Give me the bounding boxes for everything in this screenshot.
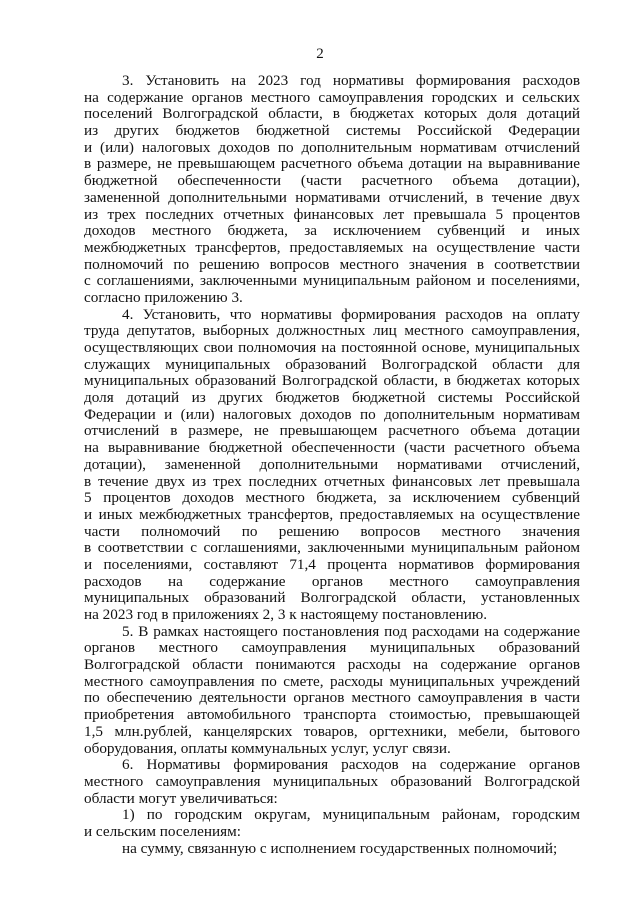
text-line: замененной дополнительными нормативами отчислений, в течение двух [84, 188, 580, 206]
text-line: местного самоуправления муниципальных образований Волгоградской [84, 772, 580, 790]
text-line: с соглашениями, заключенными муниципальным районом и поселениями, [84, 272, 580, 290]
text-line: и сельским поселениям: [84, 822, 241, 840]
text-line: и (или) налоговых доходов по дополнительным нормативам отчислений [84, 138, 580, 156]
text-line: бюджетной обеспеченности (части расчетного объема дотации), [84, 172, 580, 190]
text-line: расходов на содержание органов местного самоуправления [84, 572, 580, 590]
text-line: труда депутатов, выборных должностных лиц местного самоуправления, [84, 322, 580, 340]
text-line: органов местного самоуправления муниципальных образований [84, 639, 580, 657]
text-line: оборудования, оплаты коммунальных услуг, услуг связи. [84, 739, 451, 757]
text-line: Федерации и (или) налоговых доходов по дополнительным нормативам [84, 405, 580, 423]
text-line: 5. В рамках настоящего постановления под расходами на содержание [122, 622, 580, 640]
text-line: муниципальных образований Волгоградской области, в бюджетах которых [84, 372, 580, 390]
text-line: полномочий по решению вопросов местного значения в соответствии [84, 255, 580, 273]
text-line: по обеспечению деятельности органов местного самоуправления в части [84, 689, 580, 707]
text-line: поселений Волгоградской области, в бюджетах которых доля дотаций [84, 105, 580, 123]
text-line: и поселениями, составляют 71,4 процента нормативов формирования [84, 555, 580, 573]
text-line: и иных межбюджетных трансфертов, предоставляемых на осуществление [84, 505, 580, 523]
text-line: дотации), замененной дополнительными нормативами отчислений, [84, 455, 580, 473]
text-line: из других бюджетов бюджетной системы Российской Федерации [84, 122, 580, 140]
text-line: в течение двух из трех последних отчетных финансовых лет превышала [84, 472, 580, 490]
text-line: местного самоуправления по смете, расходы муниципальных учреждений [84, 672, 580, 690]
text-line: межбюджетных трансфертов, предоставляемых на осуществление части [84, 238, 580, 256]
text-line: 1) по городским округам, муниципальным районам, городским [122, 806, 580, 824]
text-line: 4. Установить, что нормативы формирования расходов на оплату [122, 305, 580, 323]
text-line: в соответствии с соглашениями, заключенными муниципальным районом [84, 539, 580, 557]
text-line: на сумму, связанную с исполнением государственных полномочий; [122, 839, 558, 857]
text-line: осуществляющих свои полномочия на постоянной основе, муниципальных [84, 339, 580, 356]
text-line: служащих муниципальных образований Волгоградской области для [84, 355, 580, 373]
text-line: согласно приложению 3. [84, 288, 243, 306]
text-line: области могут увеличиваться: [84, 789, 278, 807]
text-line: части полномочий по решению вопросов местного значения [84, 522, 580, 540]
text-line: на выравнивание бюджетной обеспеченности (части расчетного объема [84, 439, 580, 457]
text-line: доходов местного бюджета, за исключением субвенций и иных [84, 222, 580, 240]
text-line: 3. Установить на 2023 год нормативы формирования расходов [122, 72, 580, 89]
text-line: из трех последних отчетных финансовых лет превышала 5 процентов [84, 205, 580, 223]
text-line: приобретения автомобильного транспорта стоимостью, превышающей [84, 706, 580, 724]
text-line: 6. Нормативы формирования расходов на содержание органов [122, 756, 580, 774]
text-line: 1,5 млн.рублей, канцелярских товаров, оргтехники, мебели, бытового [84, 722, 580, 740]
text-line: в размере, не превышающем расчетного объема дотации на выравнивание [84, 155, 580, 173]
text-line: 5 процентов доходов местного бюджета, за исключением субвенций [84, 489, 580, 507]
page-number: 2 [316, 46, 324, 62]
text-line: доля дотаций из других бюджетов бюджетной системы Российской [84, 389, 580, 407]
text-line: муниципальных образований Волгоградской области, установленных [84, 589, 580, 607]
text-line: Волгоградской области понимаются расходы на содержание органов [84, 656, 580, 674]
text-line: на 2023 год в приложениях 2, 3 к настоящему постановлению. [84, 606, 487, 623]
text-line: на содержание органов местного самоуправления городских и сельских [84, 88, 580, 106]
text-line: отчислений в размере, не превышающем расчетного объема дотации [84, 422, 580, 440]
document-body [84, 73, 580, 857]
